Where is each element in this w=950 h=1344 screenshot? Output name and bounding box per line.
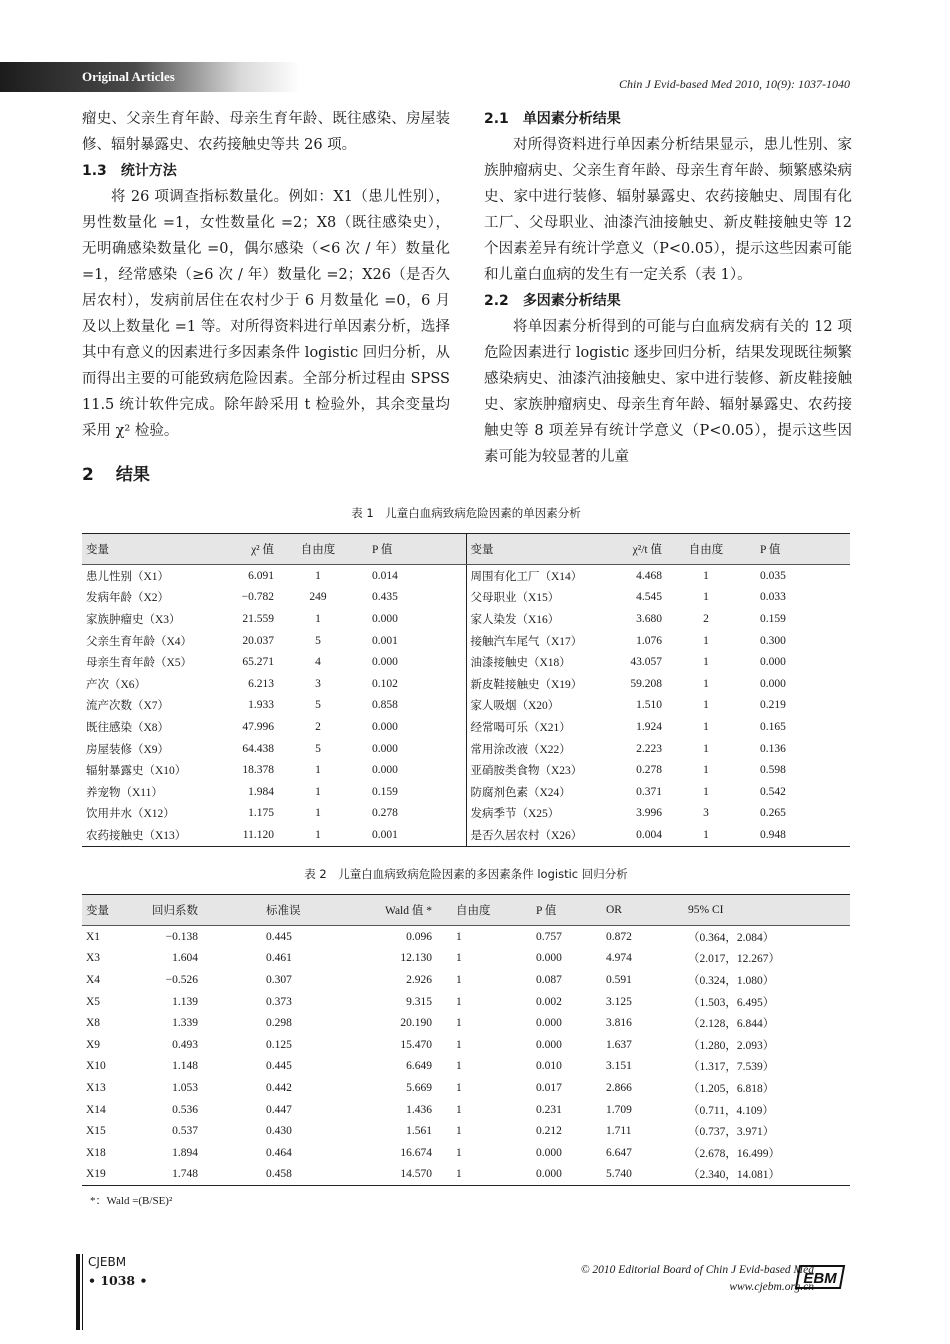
table1-cell: 0.435 bbox=[372, 591, 398, 604]
table1-cell: 家族肿瘤史（X3） bbox=[86, 613, 181, 626]
website-link[interactable]: www.cjebm.org.cn bbox=[729, 1281, 814, 1293]
table2-cell: 0.010 bbox=[536, 1060, 562, 1073]
table2-row bbox=[82, 1142, 850, 1164]
table1-cell: 3.996 bbox=[636, 807, 662, 820]
table2-cell: X9 bbox=[86, 1038, 101, 1051]
table1-cell: 1 bbox=[315, 569, 321, 582]
table1-cell: 家人吸烟（X20） bbox=[466, 695, 590, 717]
table2-cell: 1 bbox=[456, 952, 462, 965]
table2-caption: 表 2 儿童白血病致病危险因素的多因素条件 logistic 回归分析 bbox=[304, 867, 628, 881]
table2-cell: 0.307 bbox=[266, 973, 292, 986]
table1-cell: 辐射暴露史（X10） bbox=[86, 765, 187, 778]
table1-cell: 房屋装修（X9） bbox=[86, 743, 170, 756]
table1-header-cell: P 值 bbox=[746, 534, 850, 565]
heading-1-3 bbox=[82, 158, 450, 184]
table2-cell: 0.537 bbox=[172, 1125, 198, 1138]
table2-cell: X14 bbox=[86, 1103, 106, 1116]
table1-cell: 1 bbox=[315, 807, 321, 820]
table1-row bbox=[82, 565, 850, 587]
table2-cell: 6.649 bbox=[406, 1060, 432, 1073]
table1-header-cell: 自由度 bbox=[666, 534, 746, 565]
copyright-text: © 2010 Editorial Board of Chin J Evid-based Med bbox=[580, 1264, 814, 1276]
table2-cell: 1.561 bbox=[406, 1125, 432, 1138]
table2-cell: 0.087 bbox=[536, 973, 562, 986]
table1-cell: 1 bbox=[278, 824, 358, 846]
table2-cell: X19 bbox=[82, 1164, 148, 1186]
table1-header-cell: 变量 bbox=[466, 534, 590, 565]
heading-title: 多因素分析结果 bbox=[522, 293, 621, 309]
table2-cell: （0.711，4.109） bbox=[688, 1104, 774, 1117]
table2-cell: （0.737，3.971） bbox=[688, 1126, 775, 1139]
table1-cell: 1.076 bbox=[636, 634, 662, 647]
table2-cell: 1.053 bbox=[172, 1081, 198, 1094]
table2-cell: 1.637 bbox=[606, 1038, 632, 1051]
table2-cell: 0.591 bbox=[606, 973, 632, 986]
table1-cell: 5 bbox=[315, 634, 321, 647]
ebm-logo bbox=[794, 1264, 846, 1290]
table1-cell: 4.468 bbox=[636, 569, 662, 582]
table2-cell: （2.340，14.081） bbox=[680, 1164, 850, 1186]
table2-cell: 1.709 bbox=[606, 1103, 632, 1116]
table2-cell: 1 bbox=[456, 1146, 462, 1159]
table2-row bbox=[82, 1034, 850, 1056]
table2-row bbox=[82, 1099, 850, 1121]
table1-cell: 1 bbox=[703, 634, 709, 647]
table2-cell: X8 bbox=[86, 1017, 101, 1030]
table2 bbox=[82, 894, 850, 1186]
table2-cell: 6.647 bbox=[606, 1146, 632, 1159]
table2-cell: 0.757 bbox=[536, 930, 562, 943]
table1-row bbox=[82, 673, 850, 695]
table1-cell: 0.300 bbox=[760, 634, 786, 647]
table2-cell: （1.280，2.093） bbox=[688, 1039, 775, 1052]
table1-row bbox=[82, 824, 850, 846]
page-number: • 1038 • bbox=[88, 1273, 148, 1288]
table1-cell: 1 bbox=[315, 785, 321, 798]
table1-header-cell: χ² 值 bbox=[200, 534, 278, 565]
table1-cell: 0.102 bbox=[372, 677, 398, 690]
table1-cell: 3 bbox=[703, 807, 709, 820]
table2-cell: 14.570 bbox=[336, 1164, 436, 1186]
table2-cell: 20.190 bbox=[400, 1017, 432, 1030]
table1-cell: 4.545 bbox=[636, 591, 662, 604]
table2-cell: 15.470 bbox=[400, 1038, 432, 1051]
table2-cell: −0.138 bbox=[165, 930, 198, 943]
left-paragraph-1: 瘤史、父亲生育年龄、母亲生育年龄、既往感染、房屋装修、辐射暴露史、农药接触史等共 26 项。 bbox=[82, 111, 450, 153]
table1-cell: 患儿性别（X1） bbox=[86, 570, 170, 583]
table1-cell: 47.996 bbox=[242, 720, 274, 733]
table1-cell: 0.000 bbox=[372, 720, 398, 733]
table2-cell: 0.464 bbox=[266, 1146, 292, 1159]
table1-cell: 1 bbox=[315, 764, 321, 777]
table2-cell: 0.017 bbox=[536, 1081, 562, 1094]
section-label: Original Articles bbox=[82, 69, 175, 84]
table2-cell: 0.298 bbox=[266, 1017, 292, 1030]
table1-cell: 1 bbox=[666, 824, 746, 846]
table2-cell: 1 bbox=[456, 1038, 462, 1051]
table1-cell: 0.033 bbox=[760, 591, 786, 604]
table1-cell: 5 bbox=[315, 742, 321, 755]
table2-cell: （2.678，16.499） bbox=[688, 1147, 780, 1160]
table1-cell: 0.159 bbox=[760, 612, 786, 625]
table2-cell: X1 bbox=[86, 930, 101, 943]
table2-cell: 0.373 bbox=[266, 995, 292, 1008]
table2-row bbox=[82, 1120, 850, 1142]
right-paragraph-2: 将单因素分析得到的可能与白血病发病有关的 12 项危险因素进行 logistic 逐步回归分析，结果发现既往频繁感染病史、油漆汽油接触史、家中进行装修、新皮鞋接触史、家族肿瘤病史、母亲生育年龄、辐射暴露史、农药接触史等 8 项差异有统计学意义（P<0.05），提示这些因素可能为较显著的儿童 bbox=[484, 319, 852, 465]
table1-cell: 0.598 bbox=[760, 764, 786, 777]
table2-cell: 0.000 bbox=[536, 1038, 562, 1051]
table1-cell: 0.278 bbox=[636, 764, 662, 777]
table2-cell: 1 bbox=[456, 1081, 462, 1094]
table1-cell: 产次（X6） bbox=[86, 678, 147, 691]
table2-cell: 4.974 bbox=[606, 952, 632, 965]
table2-cell: 1.711 bbox=[606, 1125, 632, 1138]
table2-row bbox=[82, 1056, 850, 1078]
table2-cell: 0.461 bbox=[266, 952, 292, 965]
table1-cell: 0.001 bbox=[372, 634, 398, 647]
table1-cell: 周围有化工厂（X14） bbox=[466, 565, 590, 587]
table1-cell: 经常喝可乐（X21） bbox=[466, 716, 590, 738]
table2-row bbox=[82, 969, 850, 991]
table2-cell: 1 bbox=[456, 1017, 462, 1030]
table1-row bbox=[82, 630, 850, 652]
table1-cell: 6.091 bbox=[248, 569, 274, 582]
table1-row bbox=[82, 781, 850, 803]
table2-cell: 1.604 bbox=[172, 952, 198, 965]
table2-header-cell: 变量 bbox=[82, 895, 148, 926]
table2-header-cell: 回归系数 bbox=[148, 895, 232, 926]
table1-cell: 1 bbox=[703, 699, 709, 712]
table1-cell: 父母职业（X15） bbox=[466, 587, 590, 609]
table1-cell: 11.120 bbox=[200, 824, 278, 846]
table1-header-cell: 变量 bbox=[82, 534, 200, 565]
table1-cell: 是否久居农村（X26） bbox=[466, 824, 590, 846]
table2-cell: 3.125 bbox=[606, 995, 632, 1008]
table1-row bbox=[82, 608, 850, 630]
table1-cell: 1.175 bbox=[248, 807, 274, 820]
table1-cell: 0.000 bbox=[372, 612, 398, 625]
table1-cell: 亚硝胺类食物（X23） bbox=[466, 759, 590, 781]
table1-cell: 0.159 bbox=[372, 785, 398, 798]
table1-header-row bbox=[82, 534, 850, 565]
table1-cell: 0.035 bbox=[760, 569, 786, 582]
table1-cell: 0.265 bbox=[760, 807, 786, 820]
table1 bbox=[82, 533, 850, 847]
heading-number: 2 bbox=[82, 465, 94, 485]
table1-cell: 6.213 bbox=[248, 677, 274, 690]
table2-cell: （0.364，2.084） bbox=[688, 931, 775, 944]
heading-2-1 bbox=[484, 106, 852, 132]
table2-cell: 1 bbox=[456, 995, 462, 1008]
table1-cell: 4 bbox=[315, 656, 321, 669]
table2-header-cell: 标准误 bbox=[232, 895, 336, 926]
table1-cell: 新皮鞋接触史（X19） bbox=[466, 673, 590, 695]
table2-row bbox=[82, 926, 850, 948]
table1-cell: 3 bbox=[315, 677, 321, 690]
table1-cell: 21.559 bbox=[242, 612, 274, 625]
table2-cell: 0.493 bbox=[172, 1038, 198, 1051]
table1-cell: 接触汽车尾气（X17） bbox=[466, 630, 590, 652]
table2-header-cell: 95% CI bbox=[680, 895, 850, 926]
table2-header-row bbox=[82, 895, 850, 926]
table2-cell: 0.125 bbox=[266, 1038, 292, 1051]
heading-number: 2.1 bbox=[484, 111, 509, 127]
table2-cell: 9.315 bbox=[406, 995, 432, 1008]
table1-cell: 0.000 bbox=[372, 742, 398, 755]
table1-cell: 0.858 bbox=[372, 699, 398, 712]
footer-copyright-block bbox=[581, 1262, 814, 1296]
table1-cell: 1 bbox=[703, 656, 709, 669]
table2-row bbox=[82, 1012, 850, 1034]
table1-cell: 防腐剂色素（X24） bbox=[466, 781, 590, 803]
heading-number: 1.3 bbox=[82, 163, 107, 179]
table2-cell: （0.324，1.080） bbox=[688, 974, 775, 987]
table1-cell: 5 bbox=[315, 699, 321, 712]
table2-header-cell: 自由度 bbox=[436, 895, 522, 926]
table2-row bbox=[82, 1077, 850, 1099]
table2-cell: 0.430 bbox=[266, 1125, 292, 1138]
table1-cell: 0.136 bbox=[760, 742, 786, 755]
table2-cell: 0.445 bbox=[266, 930, 292, 943]
table2-cell: 1 bbox=[436, 1164, 522, 1186]
table1-row bbox=[82, 587, 850, 609]
table2-cell: 0.447 bbox=[266, 1103, 292, 1116]
journal-citation: Chin J Evid-based Med 2010, 10(9): 1037-1040 bbox=[619, 77, 850, 91]
table2-cell: （2.128，6.844） bbox=[688, 1018, 775, 1031]
table1-cell: 0.000 bbox=[760, 677, 786, 690]
table1-header-cell: P 值 bbox=[358, 534, 466, 565]
table2-cell: 2.866 bbox=[606, 1081, 632, 1094]
heading-number: 2.2 bbox=[484, 293, 509, 309]
table1-row bbox=[82, 716, 850, 738]
table1-cell: 0.004 bbox=[590, 824, 666, 846]
table1-cell: 59.208 bbox=[630, 677, 662, 690]
table2-cell: X15 bbox=[86, 1125, 106, 1138]
table2-cell: 0.212 bbox=[536, 1125, 562, 1138]
table2-cell: 3.151 bbox=[606, 1060, 632, 1073]
table2-cell: 1 bbox=[456, 1103, 462, 1116]
table2-cell: X10 bbox=[86, 1060, 106, 1073]
left-column bbox=[82, 106, 450, 488]
table2-cell: （1.205，6.818） bbox=[688, 1082, 775, 1095]
table1-cell: 2 bbox=[315, 720, 321, 733]
table2-cell: 1 bbox=[456, 930, 462, 943]
table2-cell: 3.816 bbox=[606, 1017, 632, 1030]
table1-cell: 0.948 bbox=[746, 824, 850, 846]
table2-cell: （1.503，6.495） bbox=[688, 996, 775, 1009]
table1-row bbox=[82, 695, 850, 717]
table2-cell: 1.748 bbox=[148, 1164, 232, 1186]
table1-cell: 2.223 bbox=[636, 742, 662, 755]
table1-cell: 0.165 bbox=[760, 720, 786, 733]
table1-cell: 2 bbox=[703, 612, 709, 625]
table1-cell: 1.510 bbox=[636, 699, 662, 712]
table1-cell: 43.057 bbox=[630, 656, 662, 669]
table1-cell: 家人染发（X16） bbox=[466, 608, 590, 630]
table2-cell: 0.458 bbox=[232, 1164, 336, 1186]
left-paragraph-2: 将 26 项调查指标数量化。例如：X1（患儿性别），男性数量化 =1，女性数量化 =2；X8（既往感染史），无明确感染数量化 =0，偶尔感染（<6 次 / 年）数量化 =1，经常感染（≥6 次 / 年）数量化 =2；X26（是否久居农村），发病前居住在农村少于 6 月数量化 =0，6 月及以上数量化 =1 等。对所得资料进行单因素分析，选择其中有意义的因素进行多因素条件 logistic 回归分析，从而得出主要的可能致病危险因素。全部分析过程由 SPSS 11.5 统计软件完成。除年龄采用 t 检验外，其余变量均采用 χ² 检验。 bbox=[82, 189, 450, 439]
table2-row bbox=[82, 1164, 850, 1186]
table1-cell: 64.438 bbox=[242, 742, 274, 755]
table1-cell: 1 bbox=[703, 591, 709, 604]
table1-cell: 1 bbox=[703, 764, 709, 777]
table1-cell: −0.782 bbox=[241, 591, 274, 604]
heading-2 bbox=[82, 462, 450, 488]
table2-cell: X13 bbox=[86, 1081, 106, 1094]
table2-cell: X18 bbox=[86, 1146, 106, 1159]
table1-cell: 0.014 bbox=[372, 569, 398, 582]
table1-cell: 0.000 bbox=[372, 656, 398, 669]
ebm-logo-text: EBM bbox=[803, 1270, 837, 1287]
table2-cell: 0.231 bbox=[536, 1103, 562, 1116]
table1-caption: 表 1 儿童白血病致病危险因素的单因素分析 bbox=[351, 506, 581, 520]
table1-cell: 0.000 bbox=[760, 656, 786, 669]
table1-cell: 1 bbox=[703, 569, 709, 582]
table1-cell: 18.378 bbox=[242, 764, 274, 777]
table2-cell: X4 bbox=[86, 973, 101, 986]
table2-cell: （1.317，7.539） bbox=[688, 1061, 775, 1074]
table2-cell: X5 bbox=[86, 995, 101, 1008]
footer-bar-thin bbox=[82, 1254, 83, 1330]
table1-cell: 1 bbox=[703, 720, 709, 733]
table1-cell: 既往感染（X8） bbox=[86, 721, 170, 734]
footer-journal: CJEBM bbox=[88, 1255, 127, 1269]
table1-cell: 发病季节（X25） bbox=[466, 803, 590, 825]
table1-cell: 1 bbox=[703, 785, 709, 798]
table1-cell: 流产次数（X7） bbox=[86, 700, 170, 713]
table2-cell: 1.894 bbox=[172, 1146, 198, 1159]
table1-cell: 1.924 bbox=[636, 720, 662, 733]
table2-cell: X3 bbox=[86, 952, 101, 965]
table2-row bbox=[82, 991, 850, 1013]
table1-cell: 0.542 bbox=[760, 785, 786, 798]
table1-cell: 1 bbox=[703, 677, 709, 690]
table2-header-cell: Wald 值 * bbox=[336, 895, 436, 926]
table1-row bbox=[82, 651, 850, 673]
table1-row bbox=[82, 759, 850, 781]
table2-cell: 1.148 bbox=[172, 1060, 198, 1073]
table2-cell: 0.872 bbox=[606, 930, 632, 943]
table2-cell: （2.017，12.267） bbox=[688, 953, 780, 966]
table2-cell: 0.000 bbox=[536, 1017, 562, 1030]
table1-row bbox=[82, 738, 850, 760]
right-column bbox=[484, 106, 852, 470]
heading-2-2 bbox=[484, 288, 852, 314]
table1-cell: 发病年龄（X2） bbox=[86, 592, 170, 605]
table1-cell: 0.278 bbox=[372, 807, 398, 820]
table2-cell: 0.000 bbox=[536, 952, 562, 965]
table2-cell: 5.669 bbox=[406, 1081, 432, 1094]
table1-cell: 249 bbox=[309, 591, 327, 604]
table2-cell: 1 bbox=[456, 973, 462, 986]
table1-cell: 0.000 bbox=[372, 764, 398, 777]
table2-cell: 1.339 bbox=[172, 1017, 198, 1030]
table1-cell: 父亲生育年龄（X4） bbox=[86, 635, 193, 648]
table2-cell: 0.000 bbox=[536, 1146, 562, 1159]
table1-cell: 0.001 bbox=[358, 824, 466, 846]
table2-cell: 0.000 bbox=[522, 1164, 602, 1186]
table1-cell: 3.680 bbox=[636, 612, 662, 625]
table2-cell: 1.139 bbox=[172, 995, 198, 1008]
table1-row bbox=[82, 803, 850, 825]
table1-cell: 油漆接触史（X18） bbox=[466, 651, 590, 673]
table1-cell: 母亲生育年龄（X5） bbox=[86, 657, 193, 670]
heading-title: 统计方法 bbox=[120, 163, 177, 179]
table1-cell: 常用涂改液（X22） bbox=[466, 738, 590, 760]
table1-header-cell: χ²/t 值 bbox=[590, 534, 666, 565]
table1-cell: 1.933 bbox=[248, 699, 274, 712]
table2-cell: 0.445 bbox=[266, 1060, 292, 1073]
table1-cell: 65.271 bbox=[242, 656, 274, 669]
table1-header-cell: 自由度 bbox=[278, 534, 358, 565]
table1-cell: 农药接触史（X13） bbox=[82, 824, 200, 846]
table2-cell: 5.740 bbox=[602, 1164, 680, 1186]
footer-bar bbox=[76, 1254, 80, 1330]
table2-header-cell: OR bbox=[602, 895, 680, 926]
table1-cell: 0.219 bbox=[760, 699, 786, 712]
table1-cell: 0.371 bbox=[636, 785, 662, 798]
table2-footnote: *：Wald =(B/SE)² bbox=[90, 1195, 173, 1207]
table2-header-cell: P 值 bbox=[522, 895, 602, 926]
table2-cell: 12.130 bbox=[400, 952, 432, 965]
right-paragraph-1: 对所得资料进行单因素分析结果显示，患儿性别、家族肿瘤病史、父亲生育年龄、母亲生育年龄、频繁感染病史、家中进行装修、辐射暴露史、农药接触史、周围有化工厂、父母职业、油漆汽油接触史、新皮鞋接触史等 12 个因素差异有统计学意义（P<0.05），提示这些因素可能和儿童白血病的发生有一定关系（表 1）。 bbox=[484, 137, 852, 283]
heading-title: 单因素分析结果 bbox=[522, 111, 621, 127]
table1-cell: 1 bbox=[315, 612, 321, 625]
table2-cell: 0.536 bbox=[172, 1103, 198, 1116]
table2-cell: 1 bbox=[456, 1125, 462, 1138]
table2-cell: 0.096 bbox=[406, 930, 432, 943]
table1-cell: 1 bbox=[703, 742, 709, 755]
table2-cell: 0.442 bbox=[266, 1081, 292, 1094]
table1-cell: 饮用井水（X12） bbox=[86, 808, 175, 821]
table2-cell: −0.526 bbox=[165, 973, 198, 986]
table1-cell: 养宠物（X11） bbox=[86, 786, 163, 799]
table2-cell: 1 bbox=[456, 1060, 462, 1073]
table2-cell: 1.436 bbox=[406, 1103, 432, 1116]
heading-title: 结果 bbox=[115, 465, 150, 485]
table2-cell: 16.674 bbox=[400, 1146, 432, 1159]
table1-cell: 20.037 bbox=[242, 634, 274, 647]
table2-cell: 2.926 bbox=[406, 973, 432, 986]
table2-cell: 0.002 bbox=[536, 995, 562, 1008]
table2-row bbox=[82, 948, 850, 970]
table1-cell: 1.984 bbox=[248, 785, 274, 798]
